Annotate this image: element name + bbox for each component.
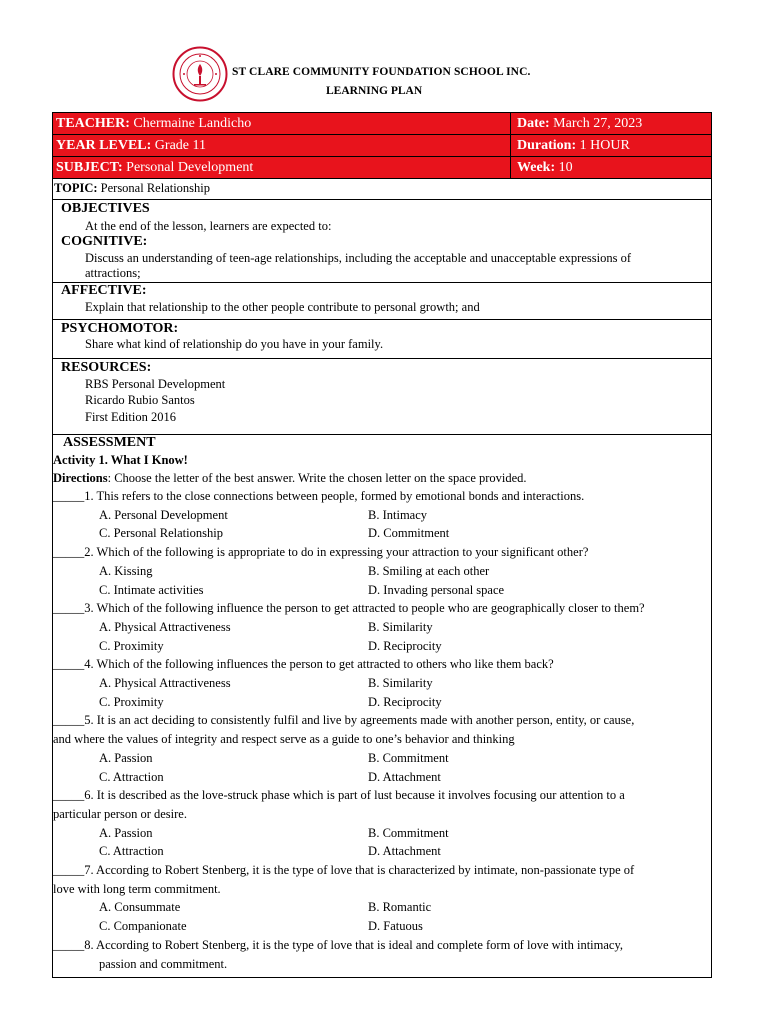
answer-option-b: B. Commitment [368, 750, 449, 765]
topic-row [53, 179, 711, 200]
psychomotor-text: Share what kind of relationship do you have in your family. [85, 337, 384, 351]
resource-line-3: First Edition 2016 [85, 410, 176, 424]
question-text-line: _____2. Which of the following is appropriate to do in expressing your attraction to your significant other? [53, 545, 589, 560]
answer-option-b: B. Intimacy [368, 507, 428, 522]
answer-option-b: B. Commitment [368, 825, 449, 840]
affective-title: AFFECTIVE: [61, 283, 147, 298]
question-text-line: _____7. According to Robert Stenberg, it is the type of love that is characterized by intimate, non-passionate type of [53, 863, 635, 877]
question-text-line: love with long term commitment. [53, 881, 221, 896]
answer-option-c: C. Attraction [99, 844, 164, 859]
answer-option-d: D. Fatuous [368, 919, 423, 934]
answer-option-d: D. Invading personal space [368, 582, 505, 597]
duration-label: Duration: [517, 138, 577, 153]
answer-option-a: A. Kissing [99, 563, 153, 578]
question-text-line: particular person or desire. [53, 806, 187, 821]
answer-option-c: C. Intimate activities [99, 582, 204, 597]
answer-option-b: B. Romantic [368, 900, 432, 915]
psychomotor-title: PSYCHOMOTOR: [61, 321, 179, 336]
learning-plan-table [52, 112, 712, 978]
objectives-title: OBJECTIVES [61, 201, 150, 216]
question-text-line: passion and commitment. [99, 956, 228, 971]
school-seal-logo [172, 46, 228, 102]
cognitive-title: COGNITIVE: [61, 234, 148, 249]
subject-value: Personal Development [126, 160, 254, 175]
resource-line-1: RBS Personal Development [85, 377, 226, 391]
affective-section [53, 283, 711, 320]
objectives-section [53, 200, 711, 283]
subject-label: SUBJECT: [56, 160, 123, 175]
assessment-title: ASSESSMENT [63, 435, 156, 450]
resources-section [53, 359, 711, 435]
answer-option-c: C. Proximity [99, 638, 164, 653]
teacher-label: TEACHER: [56, 116, 130, 131]
answer-option-c: C. Proximity [99, 694, 164, 709]
resources-title: RESOURCES: [61, 360, 152, 375]
answer-option-d: D. Reciprocity [368, 694, 442, 709]
question-text-line: _____1. This refers to the close connections between people, formed by emotional bonds and interactions. [53, 489, 585, 503]
answer-option-c: C. Personal Relationship [99, 526, 223, 541]
year-level-value: Grade 11 [154, 138, 206, 153]
week-value: 10 [558, 160, 573, 175]
directions-text: : Choose the letter of the best answer. Write the chosen letter on the space provided. [107, 471, 527, 485]
answer-option-a: A. Personal Development [99, 507, 228, 522]
teacher-value: Chermaine Landicho [133, 116, 252, 131]
teacher-row [53, 113, 711, 135]
topic-value: Personal Relationship [100, 181, 211, 195]
year-level-row [53, 135, 711, 157]
directions-label: Directions [53, 471, 108, 485]
cognitive-text-line1: Discuss an understanding of teen-age relationships, including the acceptable and unacceptable expressions of [85, 251, 631, 265]
question-text-line: _____8. According to Robert Stenberg, it is the type of love that is ideal and complete form of love with intimacy, [53, 937, 624, 952]
year-level-label: YEAR LEVEL: [56, 138, 152, 153]
directions [53, 471, 527, 486]
school-name: ST CLARE COMMUNITY FOUNDATION SCHOOL INC. [232, 66, 531, 78]
answer-option-d: D. Commitment [368, 526, 450, 541]
answer-option-d: D. Attachment [368, 769, 441, 784]
duration-value: 1 HOUR [579, 138, 630, 153]
affective-text: Explain that relationship to the other people contribute to personal growth; and [85, 300, 480, 314]
topic-label: TOPIC: [54, 181, 98, 195]
answer-option-c: C. Attraction [99, 769, 164, 784]
answer-option-a: A. Physical Attractiveness [99, 619, 231, 634]
question-text-line: _____4. Which of the following influences the person to get attracted to others who like them back? [53, 657, 554, 672]
week-label: Week: [517, 160, 556, 175]
answer-option-a: A. Passion [99, 750, 153, 765]
answer-option-b: B. Smiling at each other [368, 563, 490, 578]
resource-line-2: Ricardo Rubio Santos [85, 393, 195, 407]
question-text-line: _____6. It is described as the love-struck phase which is part of lust because it involves focusing our attention to a [53, 788, 625, 803]
date-value: March 27, 2023 [553, 116, 643, 131]
answer-option-d: D. Attachment [368, 844, 441, 859]
question-text-line: and where the values of integrity and respect serve as a guide to one’s behavior and thinking [53, 732, 515, 747]
subject-row [53, 157, 711, 179]
answer-option-b: B. Similarity [368, 619, 433, 634]
answer-option-b: B. Similarity [368, 676, 433, 690]
psychomotor-section [53, 320, 711, 359]
answer-option-a: A. Passion [99, 825, 153, 840]
answer-option-a: A. Consummate [99, 900, 181, 915]
answer-option-d: D. Reciprocity [368, 638, 442, 653]
answer-option-c: C. Companionate [99, 919, 187, 934]
question-text-line: _____3. Which of the following influence the person to get attracted to people who are geographically closer to them? [53, 601, 645, 616]
question-text-line: _____5. It is an act deciding to consistently fulfil and live by agreements made with another person, entity, or cause, [53, 713, 635, 728]
answer-option-a: A. Physical Attractiveness [99, 676, 231, 690]
activity-title: Activity 1. What I Know! [53, 453, 188, 467]
date-label: Date: [517, 116, 550, 131]
cognitive-text-line2: attractions; [85, 266, 141, 280]
document-title: LEARNING PLAN [326, 85, 423, 97]
objectives-intro: At the end of the lesson, learners are expected to: [85, 219, 332, 233]
